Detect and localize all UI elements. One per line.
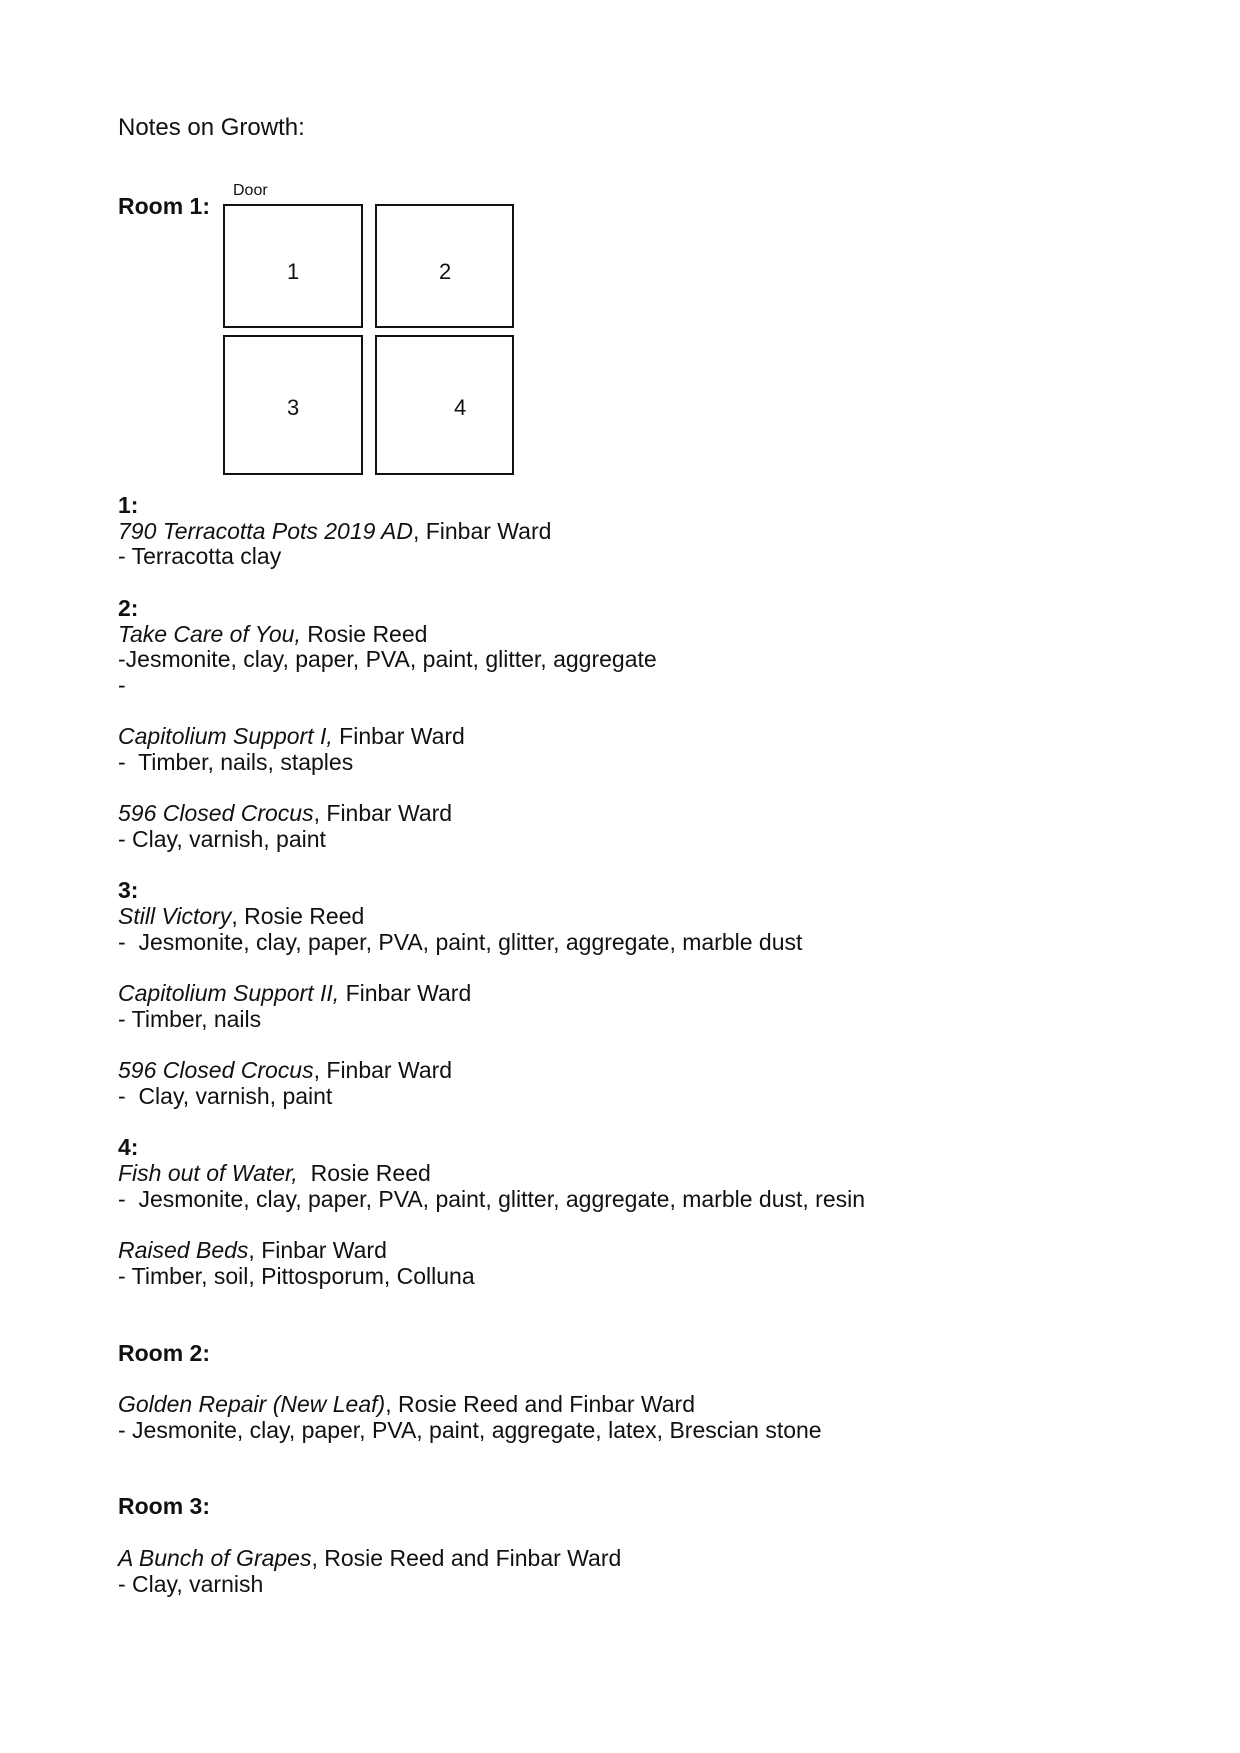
work-title: Golden Repair (New Leaf): [118, 1391, 386, 1418]
work-materials: - Clay, varnish, paint: [118, 826, 326, 853]
work-title: 790 Terracotta Pots 2019 AD: [118, 517, 413, 544]
separator: [298, 1160, 311, 1186]
separator: ,: [313, 800, 327, 827]
area-number: 1: [287, 259, 300, 284]
section-number: 2:: [118, 594, 139, 621]
work-materials: - Jesmonite, clay, paper, PVA, paint, glitter, aggregate, marble dust: [118, 928, 803, 955]
work-entry: [118, 1546, 1118, 1572]
separator: ,: [412, 517, 426, 544]
work-title: Capitolium Support II,: [118, 980, 340, 1007]
work-title: Still Victory: [118, 903, 232, 930]
work-artist: Finbar Ward: [425, 517, 552, 544]
work-artist: Rosie Reed: [310, 1160, 431, 1187]
work-entry: [118, 1392, 1118, 1418]
work-title: Raised Beds: [118, 1237, 249, 1264]
room-2-heading: Room 2:: [118, 1339, 210, 1366]
work-entry: [118, 622, 1118, 648]
work-artist: Finbar Ward: [326, 1057, 453, 1084]
section-number: 4:: [118, 1134, 139, 1161]
room-3-heading: Room 3:: [118, 1493, 210, 1520]
work-artist: Rosie Reed and Finbar Ward: [397, 1391, 695, 1418]
page-title: Notes on Growth:: [118, 114, 305, 141]
work-materials: - Clay, varnish, paint: [118, 1083, 333, 1110]
work-entry: [118, 904, 1118, 930]
work-title: Capitolium Support I,: [118, 723, 333, 750]
floor-plan-area-4: [375, 335, 514, 475]
work-entry: [118, 981, 1118, 1007]
work-entry: [118, 724, 1118, 750]
section-number: 3:: [118, 877, 139, 904]
work-entry: [118, 1058, 1118, 1084]
works-list: [118, 493, 1118, 1597]
work-materials: -Jesmonite, clay, paper, PVA, paint, glitter, aggregate: [118, 646, 657, 673]
work-materials: - Clay, varnish: [118, 1570, 264, 1597]
work-title: 596 Closed Crocus: [118, 1057, 314, 1084]
work-materials: - Jesmonite, clay, paper, PVA, paint, glitter, aggregate, marble dust, resin: [118, 1185, 866, 1212]
work-artist: Finbar Ward: [261, 1237, 387, 1264]
work-artist: Finbar Ward: [326, 800, 453, 827]
separator: ,: [231, 903, 245, 930]
area-number: 2: [439, 259, 452, 284]
work-artist: Finbar Ward: [345, 980, 472, 1007]
separator: ,: [385, 1391, 398, 1418]
stray-dash: -: [118, 671, 126, 698]
work-title: A Bunch of Grapes: [118, 1544, 312, 1571]
separator: ,: [248, 1237, 262, 1264]
work-artist: Rosie Reed: [307, 620, 428, 647]
work-entry: [118, 1161, 1118, 1187]
work-title: Take Care of You,: [118, 620, 301, 647]
work-materials: - Timber, soil, Pittosporum, Colluna: [118, 1262, 475, 1289]
area-number: 3: [287, 395, 300, 420]
work-entry: [118, 801, 1118, 827]
floor-plan-area-2: [375, 204, 514, 328]
section-number: 1:: [118, 492, 139, 518]
work-materials: - Jesmonite, clay, paper, PVA, paint, aggregate, latex, Brescian stone: [118, 1416, 822, 1443]
work-artist: Finbar Ward: [339, 723, 465, 750]
separator: ,: [311, 1544, 325, 1571]
work-title: 596 Closed Crocus: [118, 800, 314, 827]
work-title: Fish out of Water,: [118, 1160, 298, 1187]
work-entry: [118, 1238, 1118, 1264]
work-materials: - Timber, nails: [118, 1005, 262, 1032]
separator: ,: [313, 1057, 327, 1084]
work-materials: - Timber, nails, staples: [118, 749, 354, 775]
room-1-heading: Room 1:: [118, 193, 210, 219]
work-artist: Rosie Reed: [244, 903, 365, 930]
area-number: 4: [454, 395, 467, 420]
floor-plan-area-1: [223, 204, 363, 328]
floor-plan-area-3: [223, 335, 363, 475]
work-materials: - Terracotta clay: [118, 543, 282, 570]
work-artist: Rosie Reed and Finbar Ward: [324, 1544, 622, 1571]
door-label: Door: [233, 182, 268, 199]
work-entry: [118, 519, 1118, 545]
